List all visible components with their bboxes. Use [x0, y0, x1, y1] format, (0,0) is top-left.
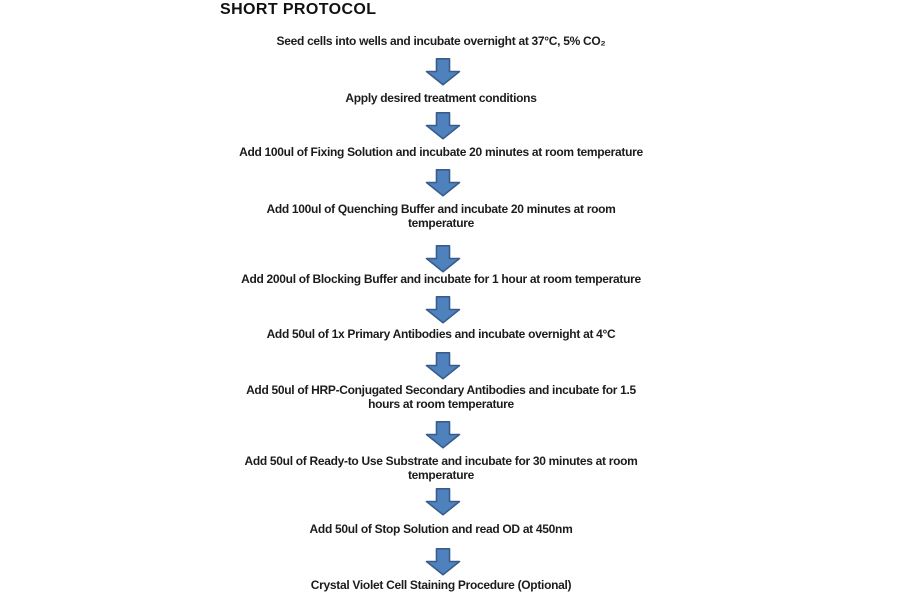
step-stop-solution — [158, 522, 724, 536]
step-text-line: Add 50ul of Stop Solution and read OD at 450nm — [309, 522, 573, 536]
step-text-line: Add 50ul of Ready-to Use Substrate and incubate for 30 minutes at room — [244, 454, 638, 468]
step-substrate — [158, 454, 724, 482]
down-arrow-icon — [425, 421, 461, 449]
step-text-line: temperature — [407, 468, 475, 482]
step-text-line: Seed cells into wells and incubate overnight at 37°C, 5% CO₂ — [276, 34, 606, 48]
step-text-line: Add 50ul of HRP-Conjugated Secondary Antibodies and incubate for 1.5 — [246, 383, 636, 397]
down-arrow-icon — [425, 112, 461, 140]
step-text-line: Add 100ul of Quenching Buffer and incubate 20 minutes at room — [266, 202, 616, 216]
step-text-line: Add 200ul of Blocking Buffer and incubate for 1 hour at room temperature — [241, 272, 641, 286]
down-arrow-icon — [425, 58, 461, 86]
step-text-line: hours at room temperature — [368, 397, 514, 411]
step-fixing-solution — [158, 145, 724, 159]
step-blocking-buffer — [158, 272, 724, 286]
page-title: SHORT PROTOCOL — [220, 1, 377, 18]
step-apply-treatment — [158, 91, 724, 105]
step-text-line: Apply desired treatment conditions — [345, 91, 537, 105]
step-seed-cells — [158, 34, 724, 48]
step-secondary-antibodies — [158, 383, 724, 411]
down-arrow-icon — [425, 352, 461, 380]
step-text-line: Add 50ul of 1x Primary Antibodies and incubate overnight at 4°C — [266, 327, 616, 341]
step-text-line: temperature — [407, 216, 475, 230]
step-crystal-violet — [158, 578, 724, 592]
down-arrow-icon — [425, 245, 461, 273]
step-text-line: Add 100ul of Fixing Solution and incubate 20 minutes at room temperature — [239, 145, 643, 159]
down-arrow-icon — [425, 169, 461, 197]
step-text-line: Crystal Violet Cell Staining Procedure (Optional) — [310, 578, 572, 592]
down-arrow-icon — [425, 488, 461, 516]
down-arrow-icon — [425, 548, 461, 576]
down-arrow-icon — [425, 296, 461, 324]
step-quenching-buffer — [158, 202, 724, 230]
step-primary-antibodies — [158, 327, 724, 341]
